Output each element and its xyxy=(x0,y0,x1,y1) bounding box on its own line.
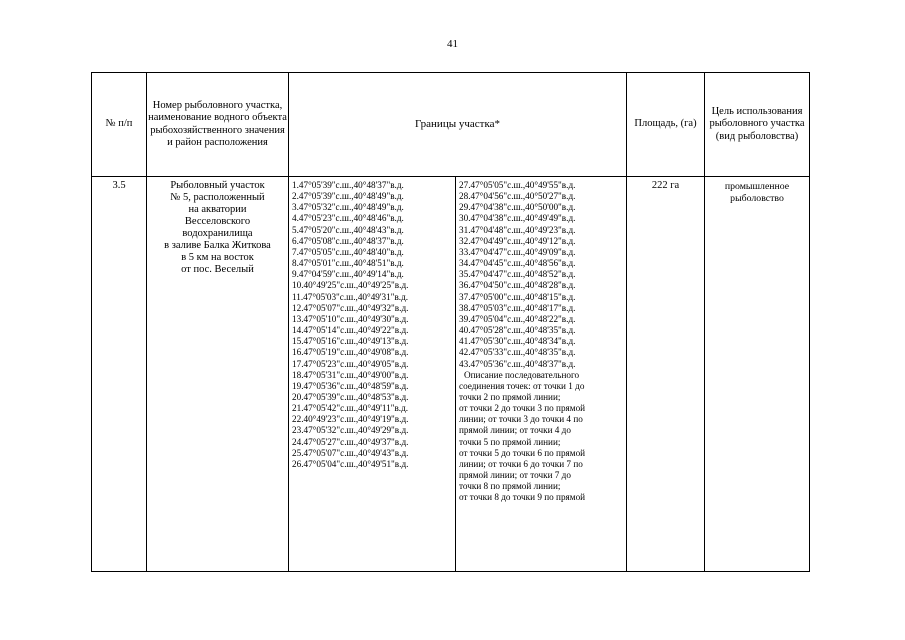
coordinate-point: 4.47°05'23"с.ш.,40°48'46"в.д. xyxy=(292,213,404,224)
coordinate-point: 8.47°05'01"с.ш.,40°48'51"в.д. xyxy=(292,258,404,269)
coordinate-point: 26.47°05'04"с.ш.,40°49'51"в.д. xyxy=(292,458,409,469)
coordinate-point: 34.47°04'45"с.ш.,40°48'56"в.д. xyxy=(459,258,576,269)
coordinate-point: 23.47°05'32"с.ш.,40°49'29"в.д. xyxy=(292,425,409,436)
coordinate-point: 28.47°04'56"с.ш.,40°50'27"в.д. xyxy=(459,191,576,202)
coordinate-point: 20.47°05'39"с.ш.,40°48'53"в.д. xyxy=(292,391,409,402)
coordinate-point: 41.47°05'30"с.ш.,40°48'34"в.д. xyxy=(459,336,576,347)
description-line: от точки 2 до точки 3 по прямой xyxy=(459,403,586,414)
coordinate-point: 25.47°05'07"с.ш.,40°49'43"в.д. xyxy=(292,447,409,458)
coordinate-point: 38.47°05'03"с.ш.,40°48'17"в.д. xyxy=(459,302,576,313)
coordinate-point: 7.47°05'05"с.ш.,40°48'40"в.д. xyxy=(292,246,404,257)
description-line: точки 8 по прямой линии; xyxy=(459,481,561,492)
coordinate-point: 39.47°05'04"с.ш.,40°48'22"в.д. xyxy=(459,313,576,324)
coordinate-point: 5.47°05'20"с.ш.,40°48'43"в.д. xyxy=(292,224,404,235)
table-row xyxy=(92,177,810,572)
coordinate-point: 31.47°04'48"с.ш.,40°49'23"в.д. xyxy=(459,224,576,235)
table-header-row xyxy=(92,73,810,177)
coordinate-point: 10.40°49'25"с.ш.,40°49'25"в.д. xyxy=(292,280,409,291)
header-name: Номер рыболовного участка, наименование водного объекта рыбохозяйственного значения и район расположения xyxy=(147,73,289,177)
coordinate-point: 3.47°05'32"с.ш.,40°48'49"в.д. xyxy=(292,202,404,213)
coordinate-point: 24.47°05'27"с.ш.,40°49'37"в.д. xyxy=(292,436,409,447)
area-name-line: Рыболовный участок xyxy=(170,180,265,191)
coordinate-point: 22.40°49'23"с.ш.,40°49'19"в.д. xyxy=(292,414,409,425)
purpose-value xyxy=(705,177,810,572)
coordinate-point: 16.47°05'19"с.ш.,40°49'08"в.д. xyxy=(292,347,409,358)
coordinate-point: 32.47°04'49"с.ш.,40°49'12"в.д. xyxy=(459,235,576,246)
purpose-line: промышленное xyxy=(724,181,790,192)
header-area: Площадь, (га) xyxy=(627,73,705,177)
coordinate-point: 11.47°05'03"с.ш.,40°49'31"в.д. xyxy=(292,291,409,302)
coordinate-point: 9.47°04'59"с.ш.,40°49'14"в.д. xyxy=(292,269,404,280)
coordinate-point: 37.47°05'00"с.ш.,40°48'15"в.д. xyxy=(459,291,576,302)
coordinate-point: 42.47°05'33"с.ш.,40°48'35"в.д. xyxy=(459,347,576,358)
header-purpose: Цель использования рыболовного участка (вид рыболовства) xyxy=(705,73,810,177)
purpose-line: рыболовство xyxy=(730,192,784,204)
area-name-line: в заливе Балка Житкова xyxy=(164,240,271,251)
description-line: от точки 8 до точки 9 по прямой xyxy=(459,492,586,503)
area-name-line: водохранилища xyxy=(182,228,253,239)
coordinate-point: 17.47°05'23"с.ш.,40°49'05"в.д. xyxy=(292,358,409,369)
fishing-area-table xyxy=(91,72,810,572)
coordinate-point: 14.47°05'14"с.ш.,40°49'22"в.д. xyxy=(292,325,409,336)
coordinate-point: 21.47°05'42"с.ш.,40°49'11"в.д. xyxy=(292,403,409,414)
coordinate-point: 35.47°04'47"с.ш.,40°48'52"в.д. xyxy=(459,269,576,280)
coordinate-point: 2.47°05'39"с.ш.,40°48'49"в.д. xyxy=(292,191,404,202)
coords-right-column xyxy=(456,177,627,572)
header-bounds: Границы участка* xyxy=(289,73,627,177)
area-name xyxy=(147,177,289,572)
coordinate-point: 40.47°05'28"с.ш.,40°48'35"в.д. xyxy=(459,325,576,336)
page-number: 41 xyxy=(447,38,458,50)
coordinate-point: 19.47°05'36"с.ш.,40°48'59"в.д. xyxy=(292,380,409,391)
description-line: прямой линии; от точки 4 до xyxy=(459,425,571,436)
description-line: от точки 5 до точки 6 по прямой xyxy=(459,447,586,458)
coords-left-column xyxy=(289,177,456,572)
coordinate-point: 27.47°05'05"с.ш.,40°49'55"в.д. xyxy=(459,180,576,190)
coordinate-point: 15.47°05'16"с.ш.,40°49'13"в.д. xyxy=(292,336,409,347)
coordinate-point: 29.47°04'38"с.ш.,40°50'00"в.д. xyxy=(459,202,576,213)
coordinate-point: 12.47°05'07"с.ш.,40°49'32"в.д. xyxy=(292,302,409,313)
coordinate-point: 43.47°05'36"с.ш.,40°48'37"в.д. xyxy=(459,358,576,369)
description-line: линии; от точки 3 до точки 4 по xyxy=(459,414,583,425)
coordinate-point: 36.47°04'50"с.ш.,40°48'28"в.д. xyxy=(459,280,576,291)
coordinate-point: 1.47°05'39"с.ш.,40°48'37"в.д. xyxy=(292,180,404,190)
description-line: прямой линии; от точки 7 до xyxy=(459,470,571,481)
description-line: точки 2 по прямой линии; xyxy=(459,391,561,402)
description-line: соединения точек: от точки 1 до xyxy=(459,380,585,391)
area-value: 222 га xyxy=(627,177,705,572)
area-name-line: от пос. Веселый xyxy=(181,264,254,275)
coordinate-point: 13.47°05'10"с.ш.,40°49'30"в.д. xyxy=(292,313,409,324)
area-name-line: № 5, расположенный xyxy=(170,192,265,203)
description-line: точки 5 по прямой линии; xyxy=(459,436,561,447)
area-name-line: Весселовского xyxy=(184,216,251,227)
coordinate-point: 6.47°05'08"с.ш.,40°48'37"в.д. xyxy=(292,235,404,246)
description-line: Описание последовательного xyxy=(464,369,580,380)
header-num: № п/п xyxy=(92,73,147,177)
row-number: 3.5 xyxy=(92,177,147,572)
description-line: линии; от точки 6 до точки 7 по xyxy=(459,458,583,469)
coordinate-point: 30.47°04'38"с.ш.,40°49'49"в.д. xyxy=(459,213,576,224)
area-name-line: на акватории xyxy=(188,204,247,215)
area-name-line: в 5 км на восток xyxy=(181,252,254,263)
coordinate-point: 18.47°05'31"с.ш.,40°49'00"в.д. xyxy=(292,369,409,380)
coordinate-point: 33.47°04'47"с.ш.,40°49'09"в.д. xyxy=(459,246,576,257)
